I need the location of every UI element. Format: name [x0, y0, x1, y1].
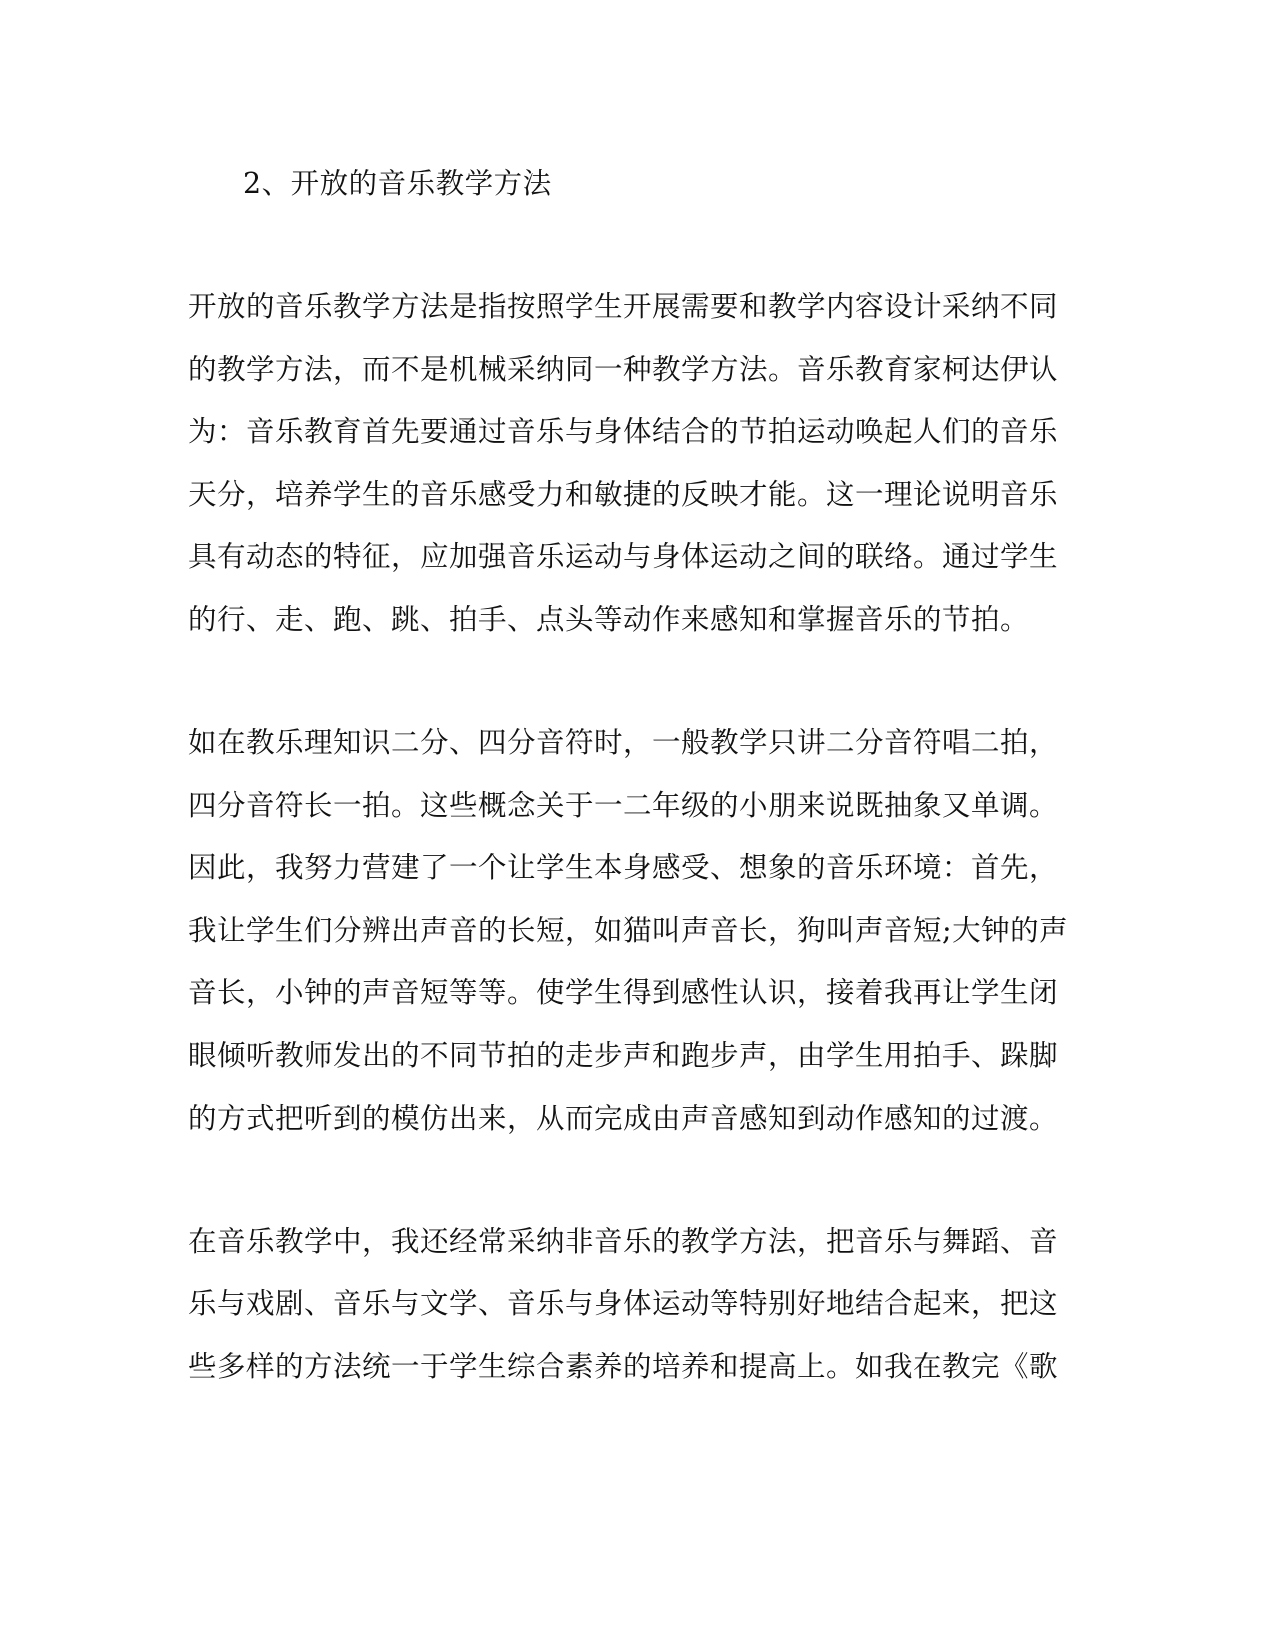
paragraph-line: 在音乐教学中，我还经常采纳非音乐的教学方法，把音乐与舞蹈、音 — [188, 1225, 1059, 1258]
section-heading: 2、开放的音乐教学方法 — [243, 167, 552, 200]
paragraph-line: 如在教乐理知识二分、四分音符时，一般教学只讲二分音符唱二拍， — [188, 726, 1059, 759]
paragraph-line: 因此，我努力营建了一个让学生本身感受、想象的音乐环境：首先， — [188, 851, 1059, 884]
paragraph-line: 乐与戏剧、音乐与文学、音乐与身体运动等特别好地结合起来，把这 — [188, 1287, 1059, 1320]
paragraph-line: 四分音符长一拍。这些概念关于一二年级的小朋来说既抽象又单调。 — [188, 789, 1059, 822]
paragraph-line: 天分，培养学生的音乐感受力和敏捷的反映才能。这一理论说明音乐 — [188, 478, 1059, 511]
paragraph-line: 具有动态的特征，应加强音乐运动与身体运动之间的联络。通过学生 — [188, 540, 1059, 573]
paragraph-line: 我让学生们分辨出声音的长短，如猫叫声音长，狗叫声音短;大钟的声 — [188, 914, 1069, 947]
paragraph-line: 开放的音乐教学方法是指按照学生开展需要和教学内容设计采纳不同 — [188, 290, 1059, 323]
paragraph-line: 的教学方法，而不是机械采纳同一种教学方法。音乐教育家柯达伊认 — [188, 353, 1059, 386]
paragraph-line: 的行、走、跑、跳、拍手、点头等动作来感知和掌握音乐的节拍。 — [188, 603, 1030, 636]
paragraph-line: 些多样的方法统一于学生综合素养的培养和提高上。如我在教完《歌 — [188, 1350, 1059, 1383]
paragraph-line: 音长，小钟的声音短等等。使学生得到感性认识，接着我再让学生闭 — [188, 976, 1059, 1009]
paragraph-line: 眼倾听教师发出的不同节拍的走步声和跑步声，由学生用拍手、跺脚 — [188, 1039, 1059, 1072]
paragraph-line: 的方式把听到的模仿出来，从而完成由声音感知到动作感知的过渡。 — [188, 1102, 1059, 1135]
paragraph-line: 为：音乐教育首先要通过音乐与身体结合的节拍运动唤起人们的音乐 — [188, 415, 1059, 448]
